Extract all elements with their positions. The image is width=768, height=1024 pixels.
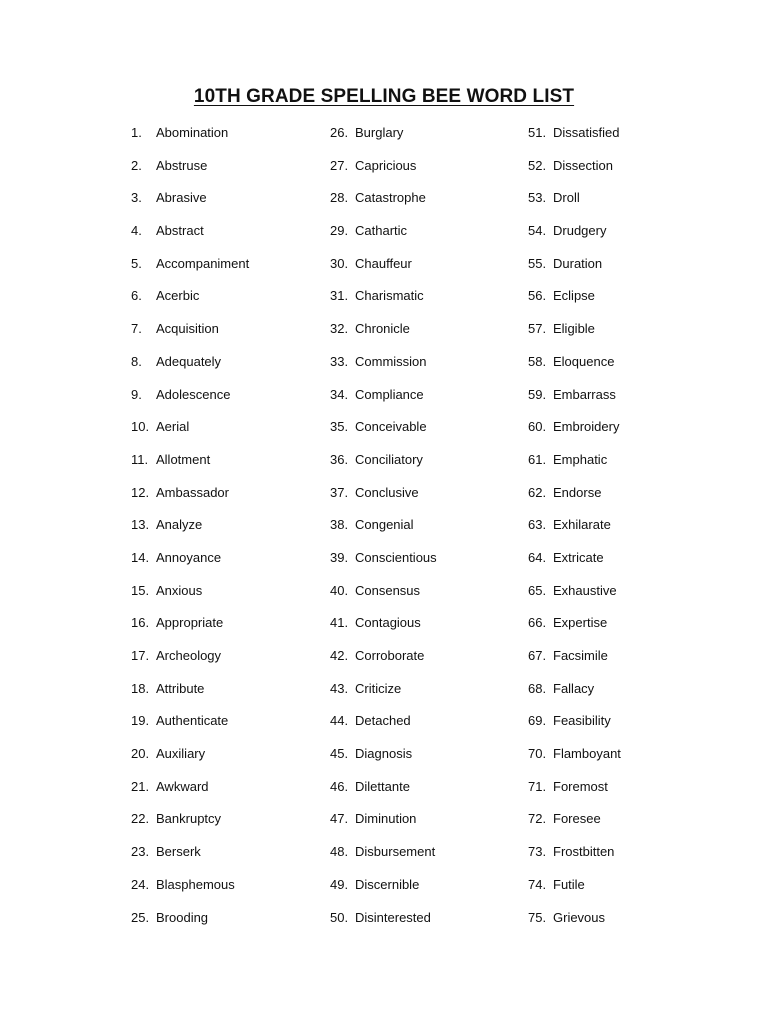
word-list-item xyxy=(330,680,530,713)
word-list-item xyxy=(330,582,530,615)
word-text: Charismatic xyxy=(355,288,424,304)
word-number: 20. xyxy=(131,746,150,762)
word-list-item xyxy=(528,516,728,549)
word-number: 45. xyxy=(330,746,349,762)
word-number: 65. xyxy=(528,582,547,598)
word-number: 56. xyxy=(528,288,547,304)
word-text: Consensus xyxy=(355,582,421,598)
word-text: Ambassador xyxy=(156,484,229,500)
word-text: Endorse xyxy=(553,484,602,500)
word-number: 39. xyxy=(330,549,349,565)
word-number: 1. xyxy=(131,125,142,140)
word-text: Dilettante xyxy=(355,778,410,794)
word-number: 54. xyxy=(528,223,547,239)
word-text: Capricious xyxy=(355,157,417,173)
word-text: Blasphemous xyxy=(156,876,235,892)
word-number: 28. xyxy=(330,190,349,206)
word-list-item xyxy=(528,157,728,190)
word-number: 34. xyxy=(330,386,349,402)
word-text: Drudgery xyxy=(553,223,607,239)
word-number: 43. xyxy=(330,680,349,696)
word-list-item xyxy=(330,909,530,942)
word-list-item xyxy=(528,386,728,419)
word-text: Fallacy xyxy=(553,680,595,696)
word-list-item xyxy=(528,712,728,745)
word-text: Archeology xyxy=(156,648,222,663)
word-text: Catastrophe xyxy=(355,190,426,206)
word-list-item xyxy=(528,484,728,517)
word-text: Diagnosis xyxy=(355,746,413,762)
word-number: 47. xyxy=(330,811,349,827)
word-column-2 xyxy=(330,124,530,941)
word-list-item xyxy=(330,353,530,386)
word-text: Exhilarate xyxy=(553,517,611,533)
word-list-item xyxy=(131,287,331,320)
word-text: Awkward xyxy=(156,778,209,794)
word-list-item xyxy=(131,222,331,255)
word-text: Droll xyxy=(553,190,580,206)
word-text: Conceivable xyxy=(355,419,427,435)
word-number: 32. xyxy=(330,321,349,337)
word-number: 69. xyxy=(528,713,547,729)
word-list-item xyxy=(131,157,331,190)
word-number: 19. xyxy=(131,713,150,729)
word-list-item xyxy=(330,484,530,517)
word-list-item xyxy=(131,647,331,680)
word-text: Chauffeur xyxy=(355,255,412,271)
word-list-item xyxy=(330,712,530,745)
word-number: 61. xyxy=(528,451,547,467)
word-number: 6. xyxy=(131,288,142,304)
word-list-item xyxy=(330,386,530,419)
word-list-item xyxy=(528,810,728,843)
word-text: Diminution xyxy=(355,811,417,827)
word-text: Cathartic xyxy=(355,223,408,239)
word-text: Embroidery xyxy=(553,419,620,435)
word-number: 21. xyxy=(131,778,150,794)
word-list-item xyxy=(330,255,530,288)
word-number: 4. xyxy=(131,223,142,239)
word-list-item xyxy=(131,810,331,843)
word-number: 38. xyxy=(330,517,349,533)
word-list-item xyxy=(330,451,530,484)
word-number: 53. xyxy=(528,190,547,206)
word-list-item xyxy=(131,843,331,876)
word-list-item xyxy=(330,876,530,909)
word-list-item xyxy=(330,157,530,190)
word-text: Flamboyant xyxy=(553,746,621,762)
word-text: Dissection xyxy=(553,157,613,173)
word-number: 23. xyxy=(131,844,150,860)
word-list-item xyxy=(131,353,331,386)
word-text: Detached xyxy=(355,713,411,729)
word-list-item xyxy=(330,843,530,876)
word-number: 9. xyxy=(131,386,142,402)
word-number: 67. xyxy=(528,648,547,663)
word-list-item xyxy=(528,549,728,582)
word-list-item xyxy=(131,909,331,942)
word-text: Brooding xyxy=(156,909,209,925)
word-list-item xyxy=(528,124,728,157)
word-number: 37. xyxy=(330,484,349,500)
word-list-item xyxy=(131,680,331,713)
word-list-item xyxy=(528,647,728,680)
word-text: Discernible xyxy=(355,876,420,892)
word-number: 26. xyxy=(330,125,349,140)
word-text: Adolescence xyxy=(156,386,231,402)
word-text: Aerial xyxy=(156,419,190,435)
word-number: 40. xyxy=(330,582,349,598)
word-text: Anxious xyxy=(156,582,203,598)
word-number: 2. xyxy=(131,157,142,173)
word-number: 12. xyxy=(131,484,150,500)
word-number: 75. xyxy=(528,909,547,925)
word-text: Adequately xyxy=(156,353,222,369)
word-number: 24. xyxy=(131,876,150,892)
word-text: Bankruptcy xyxy=(156,811,222,827)
word-number: 48. xyxy=(330,844,349,860)
word-text: Abstract xyxy=(156,223,204,239)
word-number: 31. xyxy=(330,288,349,304)
word-list-item xyxy=(131,876,331,909)
word-number: 73. xyxy=(528,844,547,860)
word-number: 30. xyxy=(330,255,349,271)
word-list-item xyxy=(528,189,728,222)
word-list-item xyxy=(330,778,530,811)
word-number: 57. xyxy=(528,321,547,337)
word-list-item xyxy=(330,287,530,320)
word-list-item xyxy=(528,680,728,713)
word-list-item xyxy=(330,810,530,843)
word-number: 60. xyxy=(528,419,547,435)
word-list-item xyxy=(131,320,331,353)
word-number: 71. xyxy=(528,778,547,794)
word-text: Conciliatory xyxy=(355,451,423,467)
word-number: 11. xyxy=(131,451,149,467)
word-column-1 xyxy=(131,124,331,941)
word-text: Futile xyxy=(553,876,585,892)
word-text: Abrasive xyxy=(156,190,207,206)
word-text: Foremost xyxy=(553,778,608,794)
word-number: 3. xyxy=(131,190,142,206)
word-number: 22. xyxy=(131,811,150,827)
word-text: Facsimile xyxy=(553,648,608,663)
word-text: Chronicle xyxy=(355,321,410,337)
word-text: Criticize xyxy=(355,680,402,696)
word-text: Feasibility xyxy=(553,713,611,729)
word-number: 7. xyxy=(131,321,142,337)
word-text: Exhaustive xyxy=(553,582,617,598)
word-list-item xyxy=(131,614,331,647)
word-text: Auxiliary xyxy=(156,746,206,762)
word-number: 16. xyxy=(131,615,150,631)
word-text: Disinterested xyxy=(355,909,431,925)
word-number: 42. xyxy=(330,648,349,663)
word-number: 44. xyxy=(330,713,349,729)
word-list-item xyxy=(131,712,331,745)
word-text: Embarrass xyxy=(553,386,616,402)
word-text: Compliance xyxy=(355,386,424,402)
word-text: Appropriate xyxy=(156,615,224,631)
word-list-item xyxy=(131,189,331,222)
word-number: 63. xyxy=(528,517,547,533)
word-number: 15. xyxy=(131,582,150,598)
word-list-item xyxy=(528,909,728,942)
word-list-item xyxy=(528,582,728,615)
word-text: Berserk xyxy=(156,844,201,860)
word-list-item xyxy=(330,549,530,582)
word-text: Accompaniment xyxy=(156,255,250,271)
word-list-item xyxy=(131,582,331,615)
word-list-item xyxy=(330,189,530,222)
word-number: 46. xyxy=(330,778,349,794)
word-number: 74. xyxy=(528,876,547,892)
word-list-item xyxy=(131,778,331,811)
word-text: Eligible xyxy=(553,321,595,337)
word-text: Annoyance xyxy=(156,549,222,565)
word-text: Contagious xyxy=(355,615,421,631)
word-list-item xyxy=(528,222,728,255)
word-text: Abomination xyxy=(156,125,229,140)
word-text: Congenial xyxy=(355,517,414,533)
word-text: Conclusive xyxy=(355,484,419,500)
word-number: 27. xyxy=(330,157,349,173)
word-list-item xyxy=(131,255,331,288)
word-list-item xyxy=(131,484,331,517)
word-text: Grievous xyxy=(553,909,606,925)
word-number: 49. xyxy=(330,876,349,892)
word-text: Authenticate xyxy=(156,713,229,729)
word-number: 59. xyxy=(528,386,547,402)
word-column-3 xyxy=(528,124,728,941)
word-text: Acquisition xyxy=(156,321,219,337)
word-number: 25. xyxy=(131,909,150,925)
page-title: 10TH GRADE SPELLING BEE WORD LIST xyxy=(193,86,575,107)
word-number: 70. xyxy=(528,746,547,762)
word-text: Burglary xyxy=(355,125,404,140)
word-list-item xyxy=(131,451,331,484)
word-list-item xyxy=(131,516,331,549)
word-number: 58. xyxy=(528,353,547,369)
word-number: 13. xyxy=(131,517,150,533)
word-list-item xyxy=(528,287,728,320)
word-list-item xyxy=(131,386,331,419)
word-list-item xyxy=(131,418,331,451)
word-number: 55. xyxy=(528,255,547,271)
word-text: Expertise xyxy=(553,615,608,631)
word-list-item xyxy=(330,418,530,451)
word-list-item xyxy=(131,549,331,582)
word-list-item xyxy=(330,745,530,778)
word-list-item xyxy=(528,778,728,811)
word-number: 68. xyxy=(528,680,547,696)
word-text: Commission xyxy=(355,353,427,369)
word-list-item xyxy=(528,745,728,778)
word-list-item xyxy=(131,745,331,778)
word-list-item xyxy=(528,843,728,876)
word-number: 17. xyxy=(131,648,150,663)
word-number: 41. xyxy=(330,615,349,631)
word-text: Frostbitten xyxy=(553,844,615,860)
word-list-item xyxy=(528,876,728,909)
word-text: Dissatisfied xyxy=(553,125,620,140)
word-list-item xyxy=(528,320,728,353)
word-text: Emphatic xyxy=(553,451,608,467)
word-text: Foresee xyxy=(553,811,601,827)
word-list-item xyxy=(528,255,728,288)
word-list-item xyxy=(330,516,530,549)
word-number: 64. xyxy=(528,549,547,565)
word-text: Corroborate xyxy=(355,648,425,663)
word-number: 72. xyxy=(528,811,547,827)
word-text: Acerbic xyxy=(156,288,200,304)
word-list-item xyxy=(528,353,728,386)
word-text: Eloquence xyxy=(553,353,615,369)
word-number: 66. xyxy=(528,615,547,631)
word-number: 33. xyxy=(330,353,349,369)
word-text: Extricate xyxy=(553,549,604,565)
word-number: 29. xyxy=(330,223,349,239)
word-number: 14. xyxy=(131,549,150,565)
word-text: Analyze xyxy=(156,517,203,533)
word-list-item xyxy=(330,320,530,353)
word-list-item xyxy=(131,124,331,157)
word-number: 10. xyxy=(131,419,150,435)
word-number: 8. xyxy=(131,353,142,369)
word-text: Allotment xyxy=(156,451,211,467)
word-list-item xyxy=(330,124,530,157)
word-text: Conscientious xyxy=(355,549,437,565)
word-number: 52. xyxy=(528,157,547,173)
word-number: 5. xyxy=(131,255,142,271)
word-list-item xyxy=(528,614,728,647)
word-text: Duration xyxy=(553,255,603,271)
word-number: 35. xyxy=(330,419,349,435)
word-number: 62. xyxy=(528,484,547,500)
word-text: Disbursement xyxy=(355,844,436,860)
word-number: 51. xyxy=(528,125,547,140)
word-list-item xyxy=(330,614,530,647)
word-list-item xyxy=(528,418,728,451)
word-number: 36. xyxy=(330,451,349,467)
word-list-item xyxy=(330,222,530,255)
word-list-item xyxy=(528,451,728,484)
word-text: Eclipse xyxy=(553,288,595,304)
word-text: Attribute xyxy=(156,680,205,696)
word-text: Abstruse xyxy=(156,157,208,173)
word-number: 50. xyxy=(330,909,349,925)
word-list-item xyxy=(330,647,530,680)
word-number: 18. xyxy=(131,680,150,696)
